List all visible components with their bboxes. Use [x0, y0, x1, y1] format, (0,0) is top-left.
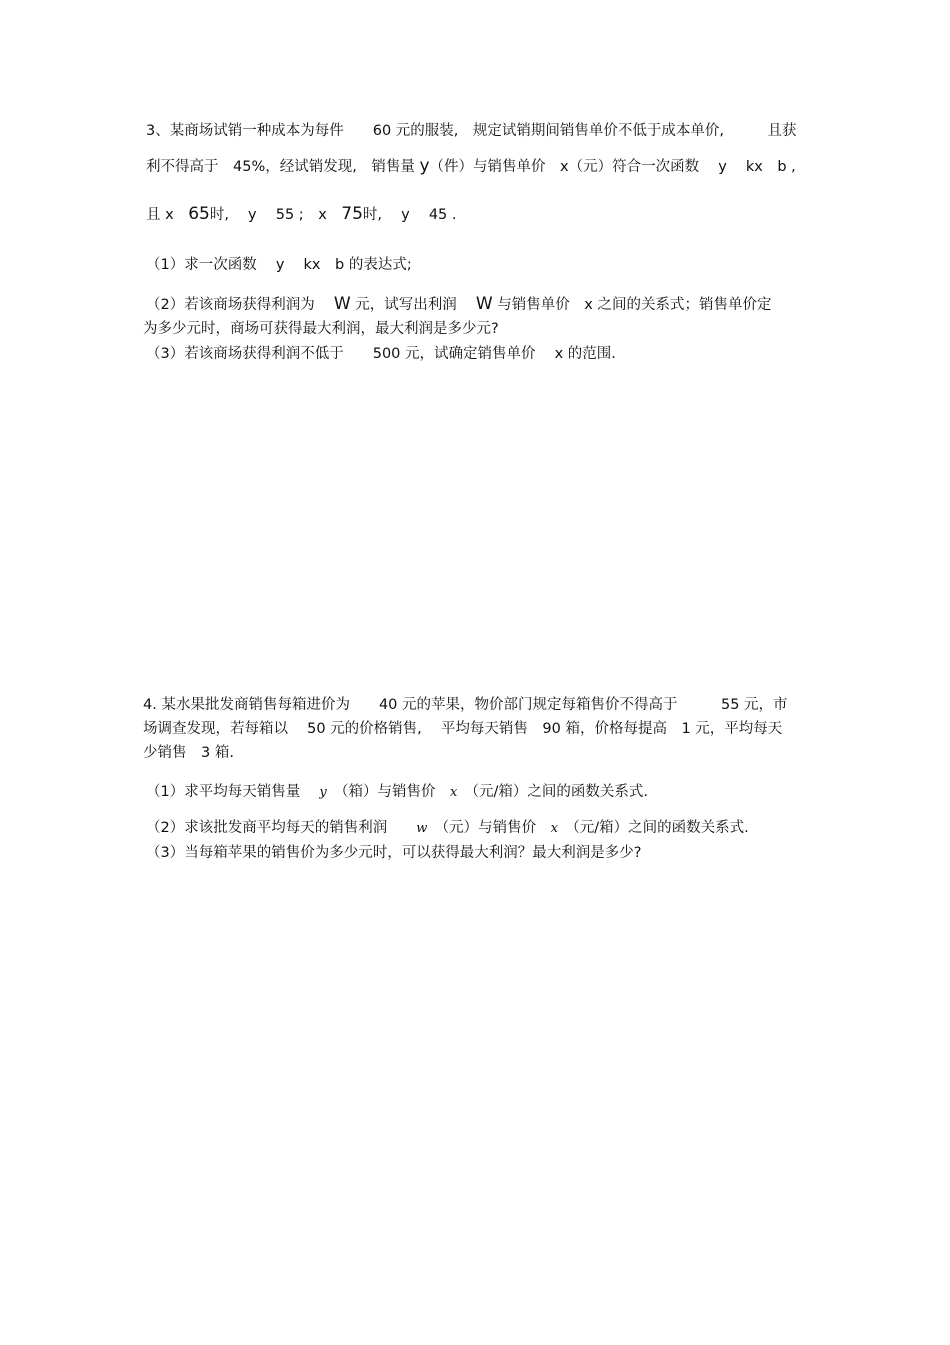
problem3-line3 [146, 204, 457, 225]
problem3-q2-text-c: 与销售单价 x 之间的关系式；销售单价定 [492, 297, 772, 313]
problem3-value-65: 65 [188, 204, 210, 224]
problem4-q1-text-a: （1）求平均每天销售量 [146, 784, 320, 800]
problem3-question2-line2: 为多少元时，商场可获得最大利润，最大利润是多少元? [143, 321, 499, 337]
problem3-line2-text-b: （件）与销售单价 x（元）符合一次函数 y kx b , [429, 159, 796, 175]
problem4-question1 [146, 782, 648, 803]
problem4-line1: 4. 某水果批发商销售每箱进价为 40 元的苹果，物价部门规定每箱售价不得高于 55 元，市 [143, 697, 788, 713]
problem3-var-y: y [419, 156, 430, 176]
problem3-line1: 3、某商场试销一种成本为每件 60 元的服装, 规定试销期间销售单价不低于成本单价, 且获 [146, 123, 797, 139]
problem4-line3: 少销售 3 箱. [143, 745, 234, 761]
problem4-var-x: x [449, 785, 458, 800]
problem3-line2 [146, 156, 796, 177]
problem3-var-W1: W [333, 294, 351, 314]
problem3-value-75: 75 [341, 204, 363, 224]
problem4-question3: （3）当每箱苹果的销售价为多少元时，可以获得最大利润？最大利润是多少? [146, 845, 642, 861]
problem3-var-W2: W [475, 294, 493, 314]
problem3-line3-text-a: 且 x [146, 207, 189, 223]
problem3-q2-text-b: 元，试写出利润 [350, 297, 476, 313]
problem4-q1-text-c: （元/箱）之间的函数关系式. [457, 784, 649, 800]
problem3-line3-text-b: 时, y 55 ; x [209, 207, 342, 223]
problem3-line3-text-c: 时, y 45 . [362, 207, 457, 223]
problem3-question1: （1）求一次函数 y kx b 的表达式; [146, 257, 412, 273]
problem3-question2 [146, 294, 772, 315]
problem3-line2-text-a: 利不得高于 45%，经试销发现, 销售量 [146, 159, 420, 175]
problem4-q2-text-c: （元/箱）之间的函数关系式. [557, 820, 749, 836]
problem4-q1-text-b: （箱）与销售价 [326, 784, 450, 800]
problem4-q2-text-b: （元）与销售价 [427, 820, 551, 836]
problem3-q2-text-a: （2）若该商场获得利润为 [146, 297, 334, 313]
problem4-var-x2: x [550, 821, 558, 836]
problem4-question2 [146, 818, 749, 839]
problem4-var-w: w [416, 821, 428, 836]
problem4-q2-text-a: （2）求该批发商平均每天的销售利润 [146, 820, 417, 836]
problem3-question3: （3）若该商场获得利润不低于 500 元，试确定销售单价 x 的范围. [146, 346, 616, 362]
problem4-line2: 场调查发现，若每箱以 50 元的价格销售, 平均每天销售 90 箱，价格每提高 1 元，平均每天 [143, 721, 783, 737]
problem4-var-y: y [319, 785, 327, 800]
